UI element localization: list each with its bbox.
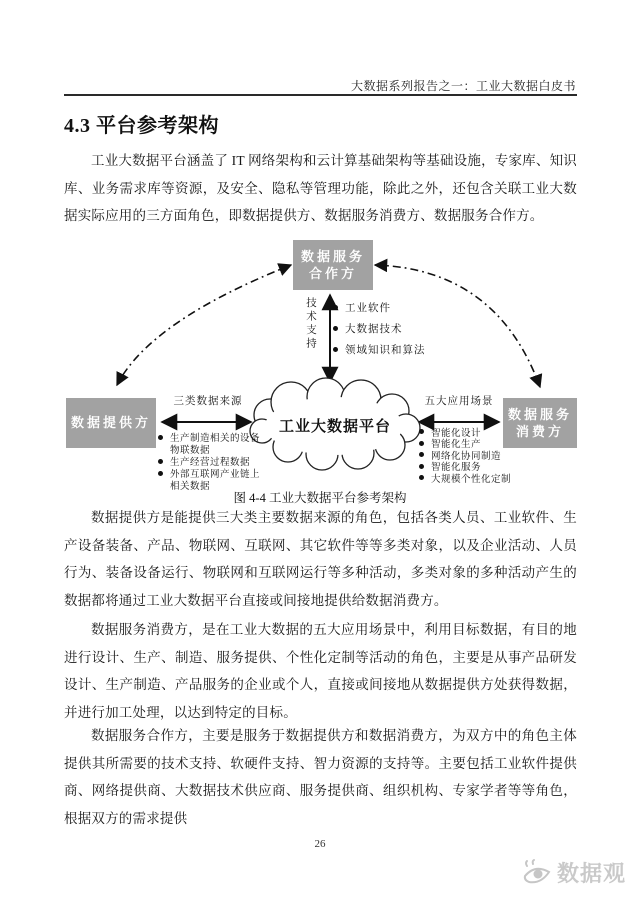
list-item-label: 智能化设计	[431, 428, 482, 439]
section-heading: 4.3 平台参考架构	[64, 115, 219, 137]
bullet-dot	[333, 347, 338, 352]
box-data-service-cooperator	[293, 240, 373, 290]
list-item-label: 物联数据	[170, 446, 211, 456]
list-item	[333, 318, 426, 339]
list-item-label: 大数据技术	[345, 324, 403, 335]
paragraph-data-provider: 数据提供方是能提供三大类主要数据来源的角色，包括各类人员、工业软件、生产设备装备、产品、物联网、互联网、其它软件等等多类对象，以及企业活动、人员行为、装备设备运行、物联网和互联网运行等多种活动，多类对象的多种活动产生的数据都将通过工业大数据平台直接或间接地提供给数据消费方。	[64, 510, 577, 608]
eye-logo-icon	[521, 858, 557, 888]
list-item-label: 网络化协同制造	[431, 451, 502, 462]
header-divider	[64, 94, 577, 96]
bullet-dot	[333, 326, 338, 331]
bullet-dot	[333, 305, 338, 310]
box-label-line: 数据服务	[300, 249, 365, 264]
list-item	[419, 472, 511, 484]
three-data-sources-label: 三类数据来源	[173, 396, 243, 407]
list-item-label: 智能化服务	[431, 463, 482, 474]
bullet-dot	[158, 471, 163, 476]
figure-4-4-diagram	[0, 235, 640, 493]
box-data-service-consumer	[503, 398, 577, 448]
running-header-title: 大数据系列报告之一：工业大数据白皮书	[350, 79, 576, 93]
bullet-dot	[419, 429, 424, 434]
brand-text: 数据观	[556, 861, 626, 886]
list-item-label: 生产经营过程数据	[170, 458, 251, 468]
box-data-provider: 数据提供方	[66, 398, 156, 448]
arc-cooperator-provider	[117, 265, 291, 385]
box-label-line: 数据服务	[507, 407, 572, 422]
list-item-label: 智能化生产	[431, 440, 482, 451]
figure-caption: 图 4-4 工业大数据平台参考架构	[233, 491, 407, 505]
footer-brand	[521, 857, 626, 888]
paragraph-data-cooperator: 数据服务合作方，主要是服务于数据提供方和数据消费方，为双方中的角色主体提供其所需要的技术支持、软硬件支持、智力资源的支持等。主要包括工业软件提供商、网络提供商、大数据技术供应商、服务提供商、组织机构、专家学者等等角色，根据双方的需求提供	[64, 728, 577, 826]
box-label-line: 消费方	[515, 424, 564, 439]
bullet-dot	[419, 452, 424, 457]
provider-bullet-list	[158, 431, 260, 491]
list-item-label: 相关数据	[170, 482, 211, 492]
bullet-dot	[158, 435, 163, 440]
box-label-line: 合作方	[308, 266, 357, 281]
paragraph-data-consumer: 数据服务消费方，是在工业大数据的五大应用场景中，利用目标数据，有目的地进行设计、生产、制造、服务提供、个性化定制等活动的角色，主要是从事产品研发设计、生产制造、产品服务的企业或个人，直接或间接地从数据提供方处获得数据，并进行加工处理，以达到特定的目标。	[64, 622, 577, 720]
consumer-bullet-list	[419, 426, 511, 484]
paragraph-intro: 工业大数据平台涵盖了 IT 网络架构和云计算基础架构等基础设施，专家库、知识库、业务需求库等资源，及安全、隐私等管理功能，除此之外，还包含关联工业大数据实际应用的三方面角色，即数据提供方、数据服务消费方、数据服务合作方。	[64, 153, 577, 223]
bullet-dot	[419, 475, 424, 480]
bullet-dot	[419, 441, 424, 446]
list-item	[333, 339, 426, 360]
page-number: 26	[314, 838, 326, 850]
bullet-dot	[158, 459, 163, 464]
cooperator-bullet-list	[333, 297, 426, 360]
tech-support-vertical-label: 技术支持	[305, 297, 316, 351]
list-item-label: 工业软件	[345, 303, 391, 314]
five-app-scenarios-label: 五大应用场景	[424, 396, 494, 407]
list-item-label: 大规模个性化定制	[431, 474, 512, 485]
bullet-dot	[419, 464, 424, 469]
list-item-label: 生产制造相关的设备	[170, 434, 261, 444]
list-item-label: 外部互联网产业链上	[170, 470, 261, 480]
list-item-label: 领域知识和算法	[345, 345, 426, 356]
list-item	[333, 297, 426, 318]
cloud-platform-label: 工业大数据平台	[278, 419, 391, 435]
